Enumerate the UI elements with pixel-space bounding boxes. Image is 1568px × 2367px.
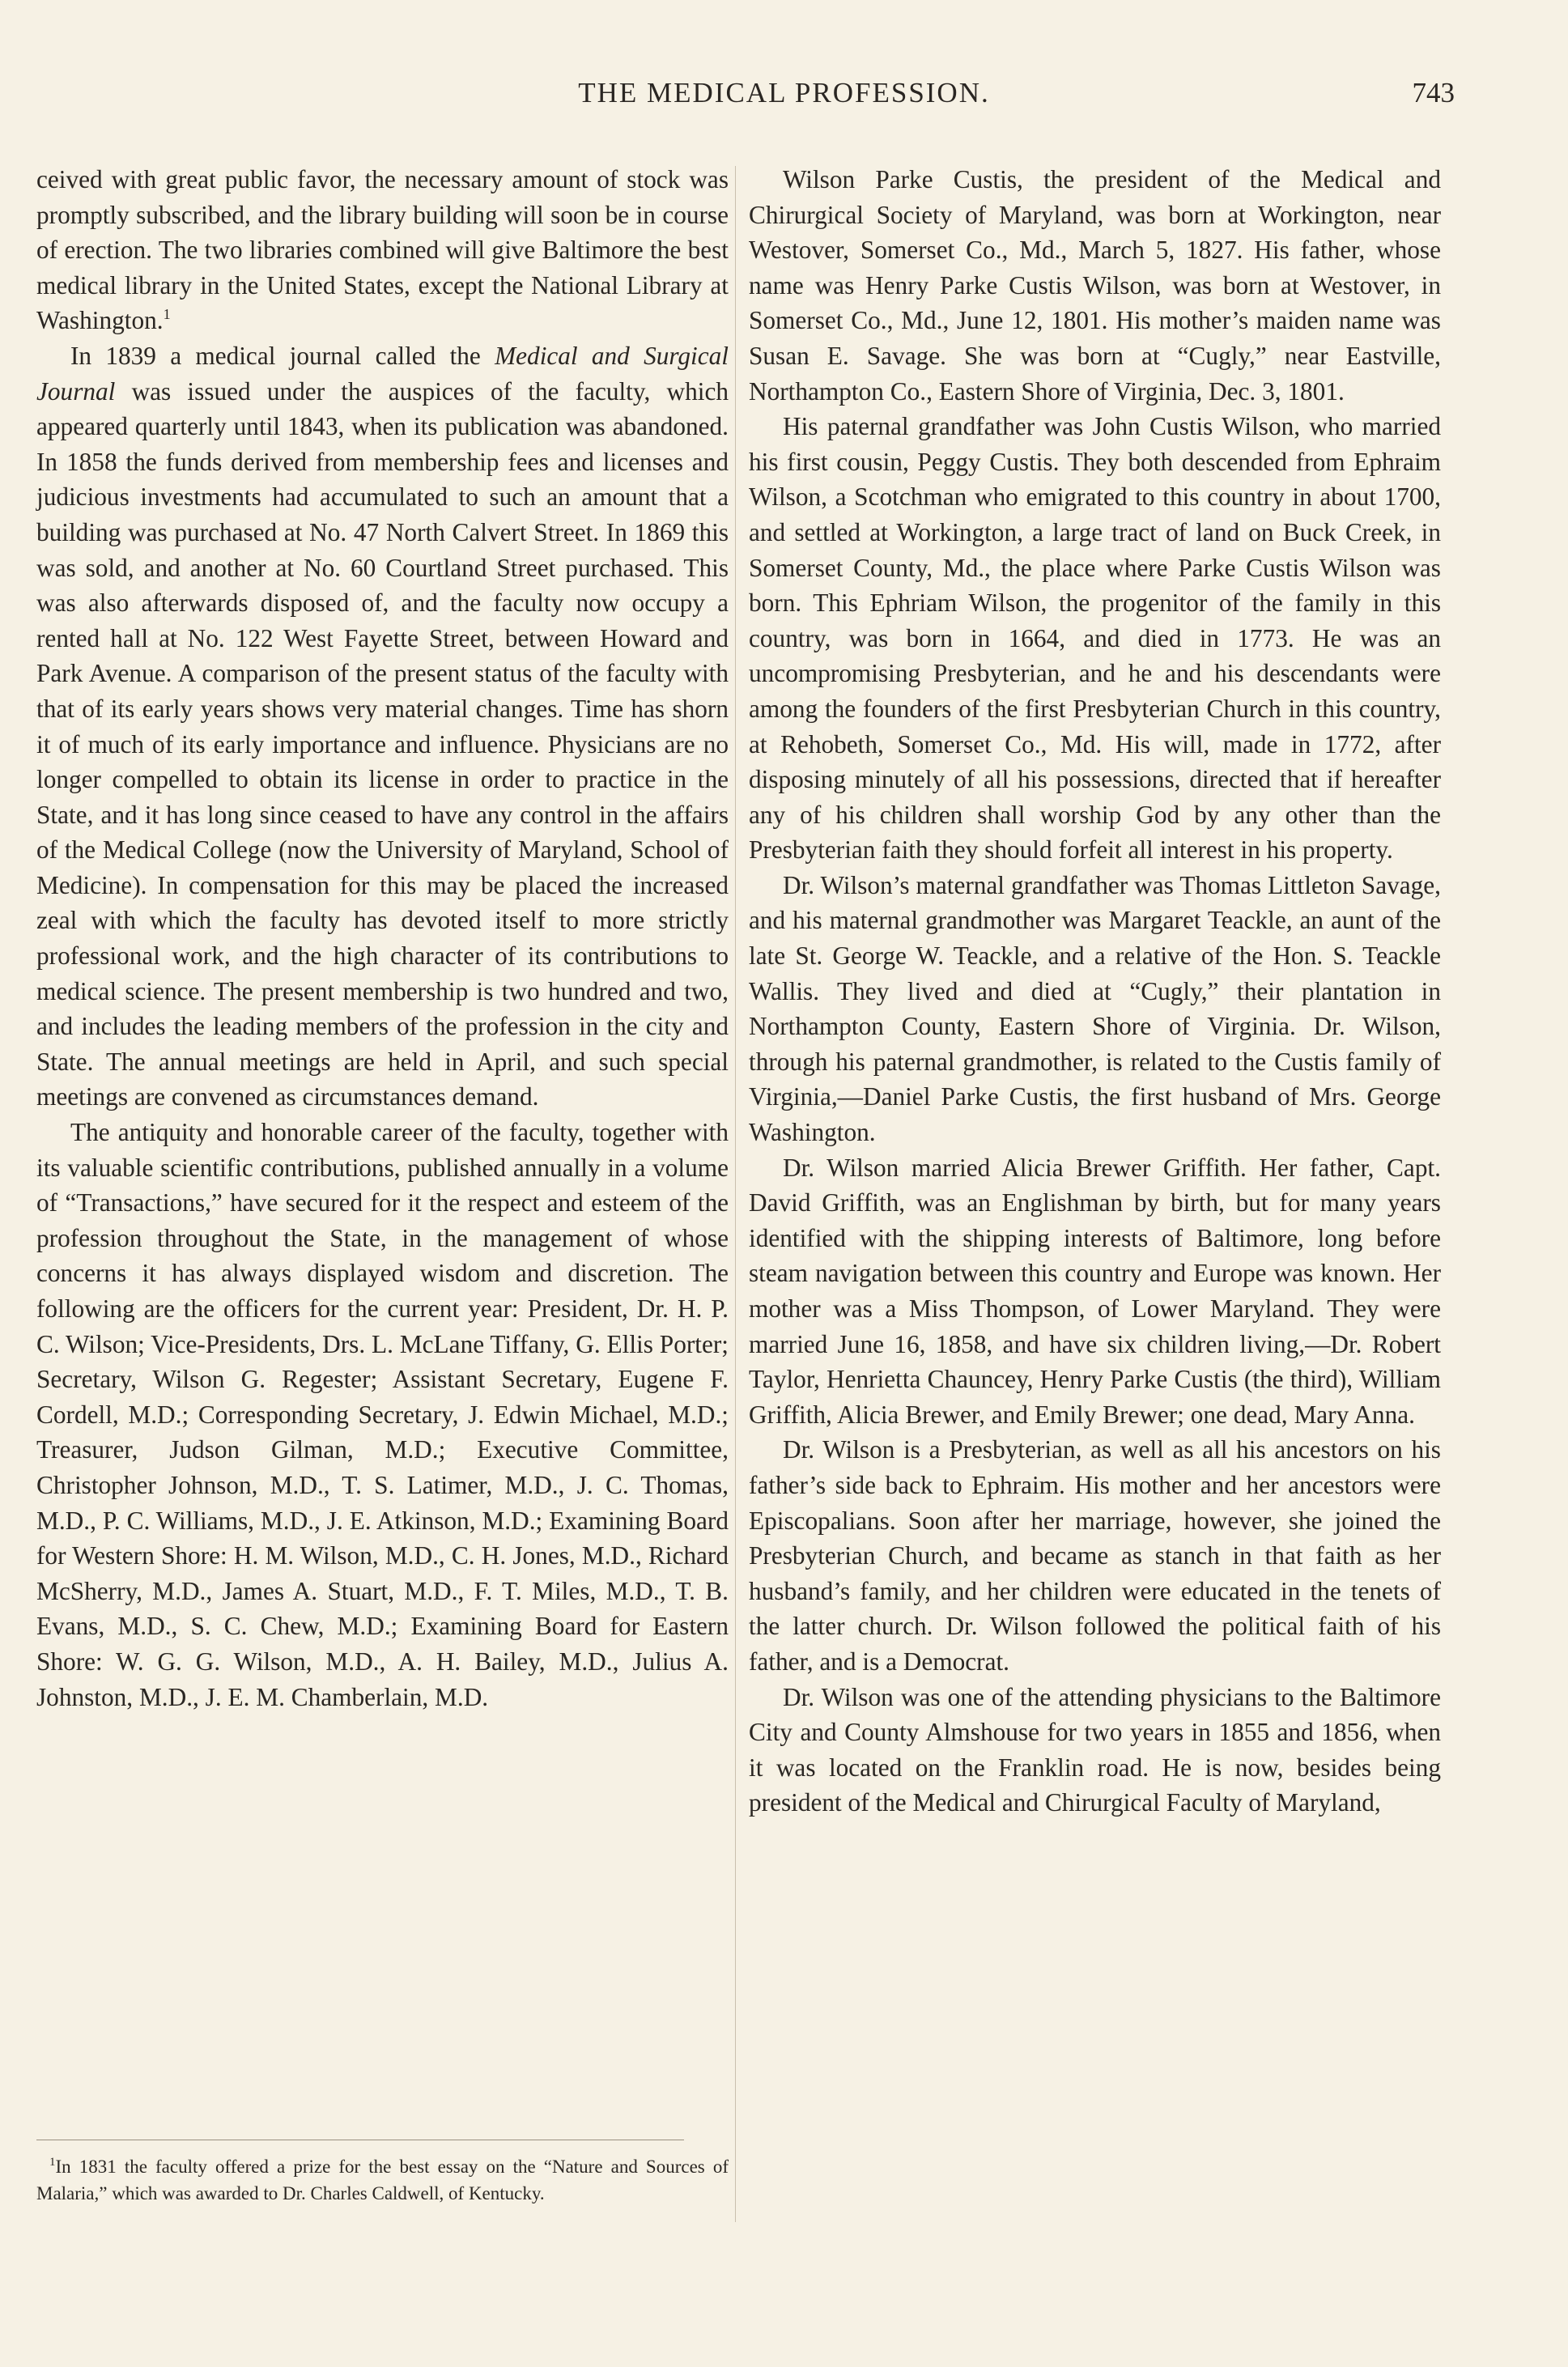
footnote <box>36 2153 729 2207</box>
column-divider <box>735 166 736 2222</box>
right-column <box>749 162 1441 1821</box>
footnote-reference: 1 <box>163 306 171 323</box>
page-number: 743 <box>1412 77 1455 108</box>
footnote-marker: 1 <box>49 2156 56 2169</box>
paragraph-text: ceived with great public favor, the necessary amount of stock was promptly subscribed, and the library building will soon be in course of erection. The two libraries combined will give Baltimore the best medical library in the United States, except the National Library at Washington. <box>36 165 729 335</box>
running-title: THE MEDICAL PROFESSION. <box>578 77 990 108</box>
paragraph-marriage: Dr. Wilson married Alicia Brewer Griffith. Her father, Capt. David Griffith, was an Englishman by birth, but for many years identified with the shipping interests of Baltimore, long before steam navigation between this country and Europe was known. Her mother was a Miss Thompson, of Lower Maryland. They were married June 16, 1858, and have six children living,—Dr. Robert Taylor, Henrietta Chauncey, Henry Parke Custis (the third), William Griffith, Alicia Brewer, and Emily Brewer; one dead, Mary Anna. <box>749 1153 1441 1429</box>
journal-title: Medical and Surgical Journal <box>36 341 729 406</box>
paragraph-career: Dr. Wilson was one of the attending physicians to the Baltimore City and County Almshouse for two years in 1855 and 1856, when it was located on the Franklin road. He is now, besides being president of the Medical and Chirurgical Faculty of Maryland, <box>749 1682 1441 1817</box>
paragraph-birth: Wilson Parke Custis, the president of the Medical and Chirurgical Society of Maryland, was born at Workington, near Westover, Somerset Co., Md., March 5, 1827. His father, whose name was Henry Parke Custis Wilson, was born at Westover, in Somerset Co., Md., June 12, 1801. His mother’s maiden name was Susan E. Savage. She was born at “Cugly,” near Eastville, Northampton Co., Eastern Shore of Virginia, Dec. 3, 1801. <box>749 165 1441 406</box>
paragraph-library <box>36 162 729 338</box>
paragraph-text: In 1839 a medical journal called the <box>70 341 495 370</box>
left-column <box>36 162 729 1715</box>
paragraph-religion: Dr. Wilson is a Presbyterian, as well as all his ancestors on his father’s side back to Ephraim. His mother and her ancestors were Episcopalians. Soon after her marriage, however, she joined the Presbyterian Church, and became as stanch in that faith as her husband’s family, and her children were educated in the tenets of the latter church. Dr. Wilson followed the political faith of his father, and is a Democrat. <box>749 1435 1441 1676</box>
paragraph-journal <box>36 338 729 1115</box>
paragraph-paternal-grandfather: His paternal grandfather was John Custis Wilson, who married his first cousin, Peggy Custis. They both descended from Ephraim Wilson, a Scotchman who emigrated to this country in about 1700, and settled at Workington, a large tract of land on Buck Creek, in Somerset County, Md., the place where Parke Custis Wilson was born. This Ephriam Wilson, the progenitor of the family in this country, was born in 1664, and died in 1773. He was an uncompromising Presbyterian, and he and his descendants were among the founders of the first Presbyterian Church in this country, at Rehobeth, Somerset Co., Md. His will, made in 1772, after disposing minutely of all his possessions, directed that if hereafter any of his children shall worship God by any other than the Presbyterian faith they should forfeit all interest in his property. <box>749 412 1441 865</box>
paragraph-maternal-grandfather: Dr. Wilson’s maternal grandfather was Thomas Littleton Savage, and his maternal grandmother was Margaret Teackle, an aunt of the late St. George W. Teackle, and a relative of the Hon. S. Teackle Wallis. They lived and died at “Cugly,” their plantation in Northampton County, Eastern Shore of Virginia. Dr. Wilson, through his paternal grandmother, is related to the Custis family of Virginia,—Daniel Parke Custis, the first husband of Mrs. George Washington. <box>749 870 1441 1147</box>
paragraph-officers: The antiquity and honorable career of the faculty, together with its valuable scientific contributions, published annually in a volume of “Transactions,” have secured for it the respect and esteem of the profession throughout the State, in the management of whose concerns it has always displayed wisdom and discretion. The following are the officers for the current year: President, Dr. H. P. C. Wilson; Vice-Presidents, Drs. L. McLane Tiffany, G. Ellis Porter; Secretary, Wilson G. Regester; Assistant Secretary, Eugene F. Cordell, M.D.; Corresponding Secretary, J. Edwin Michael, M.D.; Treasurer, Judson Gilman, M.D.; Executive Committee, Christopher Johnson, M.D., T. S. Latimer, M.D., J. C. Thomas, M.D., P. C. Williams, M.D., J. E. Atkinson, M.D.; Examining Board for Western Shore: H. M. Wilson, M.D., C. H. Jones, M.D., Richard McSherry, M.D., James A. Stuart, M.D., F. T. Miles, M.D., T. B. Evans, M.D., S. C. Chew, M.D.; Examining Board for Eastern Shore: W. G. G. Wilson, M.D., A. H. Bailey, M.D., Julius A. Johnston, M.D., J. E. M. Chamberlain, M.D. <box>36 1118 729 1711</box>
paragraph-text: was issued under the auspices of the faculty, which appeared quarterly until 1843, when its publication was abandoned. In 1858 the funds derived from membership fees and licenses and judicious investments had accumulated to such an amount that a building was purchased at No. 47 North Calvert Street. In 1869 this was sold, and another at No. 60 Courtland Street purchased. This was also afterwards disposed of, and the faculty now occupy a rented hall at No. 122 West Fayette Street, between Howard and Park Avenue. A comparison of the present status of the faculty with that of its early years shows very material changes. Time has shorn it of much of its early importance and influence. Physicians are no longer compelled to obtain its license in order to practice in the State, and it has long since ceased to have any control in the affairs of the Medical College (now the University of Maryland, School of Medicine). In compensation for this may be placed the increased zeal with which the faculty has devoted itself to more strictly professional work, and the high character of its contributions to medical science. The present membership is two hundred and two, and includes the leading members of the profession in the city and State. The annual meetings are held in April, and such special meetings are convened as circumstances demand. <box>36 376 729 1111</box>
running-head <box>0 77 1568 125</box>
footnote-text: In 1831 the faculty offered a prize for the best essay on the “Nature and Sources of Malaria,” which was awarded to Dr. Charles Caldwell, of Kentucky. <box>36 2157 729 2203</box>
